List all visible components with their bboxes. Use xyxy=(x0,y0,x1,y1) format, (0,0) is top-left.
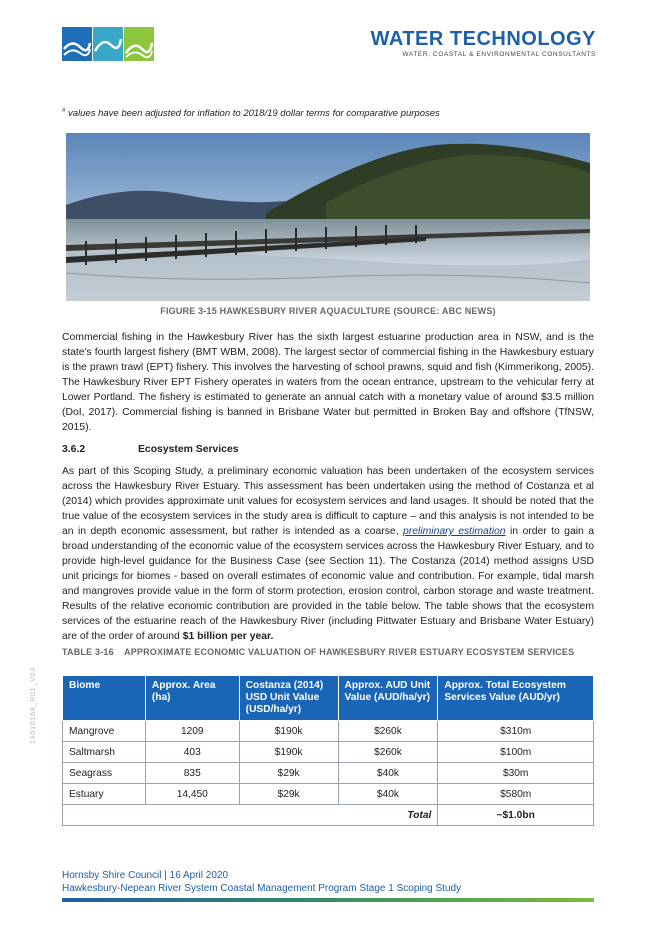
cell-aud: $260k xyxy=(338,742,438,763)
table-row xyxy=(63,742,594,763)
footer-bar xyxy=(62,898,594,902)
cell-total: $30m xyxy=(438,763,594,784)
table-row xyxy=(63,784,594,805)
brand-block xyxy=(371,28,596,58)
paragraph-ecosystem-services xyxy=(62,464,594,644)
cell-usd: $29k xyxy=(239,763,338,784)
cell-area: 835 xyxy=(145,763,239,784)
footer-project-title: Hawkesbury-Nepean River System Coastal Management Program Stage 1 Scoping Study xyxy=(62,883,462,894)
total-label: Total xyxy=(63,805,438,826)
figure-caption: FIGURE 3-15 HAWKESBURY RIVER AQUACULTURE (SOURCE: ABC NEWS) xyxy=(160,306,496,316)
header-aud-value: Approx. AUD Unit Value (AUD/ha/yr) xyxy=(338,676,438,721)
cell-area: 403 xyxy=(145,742,239,763)
aquaculture-photo xyxy=(66,133,590,301)
section-title: Ecosystem Services xyxy=(138,444,239,455)
cell-usd: $29k xyxy=(239,784,338,805)
cell-aud: $260k xyxy=(338,721,438,742)
table-row xyxy=(63,763,594,784)
table-caption-text: APPROXIMATE ECONOMIC VALUATION OF HAWKESBURY RIVER ESTUARY ECOSYSTEM SERVICES xyxy=(124,647,575,657)
table-caption xyxy=(62,647,594,658)
brand-tagline: WATER, COASTAL & ENVIRONMENTAL CONSULTANTS xyxy=(402,51,596,58)
cell-usd: $190k xyxy=(239,742,338,763)
section-number: 3.6.2 xyxy=(62,444,86,455)
cell-biome: Estuary xyxy=(63,784,146,805)
header-area: Approx. Area (ha) xyxy=(145,676,239,721)
cell-aud: $40k xyxy=(338,763,438,784)
note-marker: # xyxy=(62,108,66,114)
cell-aud: $40k xyxy=(338,784,438,805)
paragraph-bold-figure: $1 billion per year. xyxy=(182,631,274,642)
cell-biome: Mangrove xyxy=(63,721,146,742)
total-value: ~$1.0bn xyxy=(438,805,594,826)
company-logo-mark xyxy=(62,27,154,61)
cell-biome: Saltmarsh xyxy=(63,742,146,763)
cell-total: $580m xyxy=(438,784,594,805)
preliminary-estimation-link[interactable]: preliminary estimation xyxy=(403,526,506,537)
table-row xyxy=(63,721,594,742)
paragraph-part1: As part of this Scoping Study, a preliminary economic valuation has been undertaken of the ecosystem services across the Hawkesbury River Estuary. This assessment has been undertaken using the method of Costanza et al (2014) which provides approximate unit values for ecosystem services and land usages. It should be noted that the true value of the ecosystem services in the study area is difficult to capture – and this analysis is not intended to be an in depth economic assessment, but rather is intended as a coarse, xyxy=(62,466,594,537)
header-biome: Biome xyxy=(63,676,146,721)
header-total-value: Approx. Total Ecosystem Services Value (AUD/yr) xyxy=(438,676,594,721)
cell-biome: Seagrass xyxy=(63,763,146,784)
cell-usd: $190k xyxy=(239,721,338,742)
paragraph-part2: in order to gain a broad understanding of the economic value of the ecosystem services across the Hawkesbury River Estuary, and to provide high-level guidance for the Business Case (see Section 11). The Costanza (2014) method assigns USD unit pricings for biomes - based on overall estimates of economic value and contribution. For example, tidal marsh and mangroves provide value in the form of storm protection, erosion control, carbon storage and waste treatment. Results of the relative economic contribution are provided in the table below. The table shows that the ecosystem services of the estuarine reach of the Hawkesbury River (including Pittwater Estuary and Brisbane Water Estuary) are of the order of around xyxy=(62,526,594,642)
header-usd-value: Costanza (2014) USD Unit Value (USD/ha/yr) xyxy=(239,676,338,721)
table-header-row xyxy=(63,676,594,721)
valuation-table xyxy=(62,675,594,826)
table-total-row xyxy=(63,805,594,826)
section-heading xyxy=(62,444,239,455)
document-reference: 19010168_R01_V03 xyxy=(30,666,37,744)
paragraph-commercial-fishing: Commercial fishing in the Hawkesbury River has the sixth largest estuarine production area in NSW, and is the state's fourth largest fishery (BMT WBM, 2008). The largest sector of commercial fishing in the Hawkesbury estuary is the prawn trawl (EPT) fishery. This involves the harvesting of school prawns, squid and fish (Kimmerikong, 2005). The Hawkesbury River EPT Fishery operates in waters from the ocean entrance, upstream to the vehicular ferry at Lower Portland. The fishery is estimated to generate an annual catch with a monetary value of around $3.5 million (DoI, 2017). Commercial fishing is banned in Brisbane Water but permitted in Broken Bay and offshore (TfNSW, 2015). xyxy=(62,332,594,433)
cell-total: $100m xyxy=(438,742,594,763)
note-text: values have been adjusted for inflation to 2018/19 dollar terms for comparative purposes xyxy=(67,108,440,120)
brand-name: WATER TECHNOLOGY xyxy=(370,28,596,50)
inflation-note xyxy=(62,108,440,119)
cell-area: 14,450 xyxy=(145,784,239,805)
table-caption-label: TABLE 3-16 xyxy=(62,647,114,657)
cell-total: $310m xyxy=(438,721,594,742)
footer-client-date: Hornsby Shire Council | 16 April 2020 xyxy=(62,870,229,881)
cell-area: 1209 xyxy=(145,721,239,742)
